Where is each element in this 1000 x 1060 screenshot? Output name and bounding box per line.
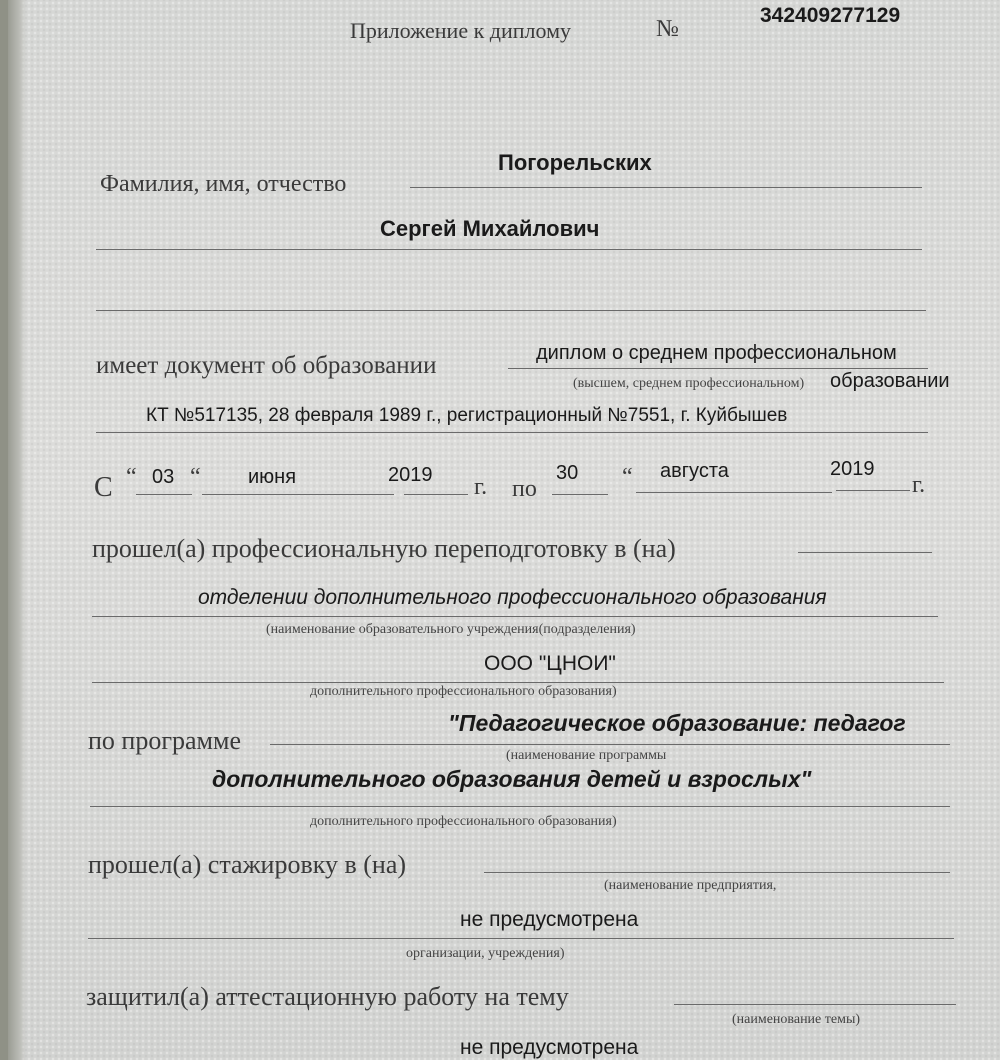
date-from-quote-open: “ — [126, 464, 137, 490]
education-value-line1b: образовании — [830, 370, 950, 392]
internship-label: прошел(а) стажировку в (на) — [88, 850, 407, 879]
internship-hint-2: организации, учреждения) — [406, 946, 565, 961]
program-value-2: дополнительного образования детей и взрослых" — [212, 766, 812, 792]
fio-label: Фамилия, имя, отчество — [100, 171, 347, 197]
surname-value: Погорельских — [498, 150, 652, 175]
internship-value: не предусмотрена — [460, 908, 639, 931]
education-hint: (высшем, среднем профессиональном) — [573, 376, 805, 391]
thesis-label: защитил(а) аттестационную работу на тему — [86, 982, 569, 1011]
date-from-month-line — [202, 494, 394, 495]
thesis-hint: (наименование темы) — [732, 1012, 861, 1027]
retraining-line-0 — [798, 552, 932, 553]
date-from-quote-close: “ — [190, 464, 201, 490]
education-value-line1: диплом о среднем профессиональном — [536, 342, 897, 364]
education-value-line2: КТ №517135, 28 февраля 1989 г., регистрационный №7551, г. Куйбышев — [146, 405, 788, 426]
internship-line-1 — [484, 872, 950, 873]
fio-line-3 — [96, 310, 926, 311]
paper-fold-shadow — [8, 0, 26, 1060]
date-from-year-line — [404, 494, 468, 495]
date-to-day: 30 — [556, 462, 579, 484]
internship-line-2 — [88, 938, 954, 939]
internship-hint-1: (наименование предприятия, — [604, 878, 777, 893]
program-line-2 — [90, 806, 950, 807]
program-hint-2: дополнительного профессионального образования) — [310, 814, 617, 829]
date-from-day-line — [136, 494, 192, 495]
retraining-label: прошел(а) профессиональную переподготовку в (на) — [92, 534, 676, 563]
date-to-quote: “ — [622, 464, 633, 490]
thesis-line-1 — [674, 1004, 956, 1005]
date-to-year-line — [836, 490, 910, 491]
number-sign: № — [656, 16, 679, 42]
retraining-hint-2: дополнительного профессионального образования) — [310, 684, 617, 699]
program-label: по программе — [88, 726, 241, 755]
program-line-1 — [270, 744, 950, 745]
date-to-month-line — [636, 492, 832, 493]
date-to-year: 2019 — [830, 458, 875, 480]
date-to-prefix: по — [512, 476, 537, 502]
name-patronymic-value: Сергей Михайлович — [380, 216, 600, 241]
retraining-hint-1: (наименование образовательного учреждения(подразделения) — [266, 622, 636, 637]
retraining-value-2: ООО "ЦНОИ" — [484, 652, 616, 675]
date-from-prefix: С — [94, 472, 113, 503]
fio-line-1 — [410, 187, 922, 188]
retraining-line-1 — [92, 616, 938, 617]
diploma-supplement-page — [8, 0, 1000, 1060]
retraining-value-1: отделении дополнительного профессионального образования — [198, 586, 827, 609]
document-title: Приложение к диплому — [350, 18, 571, 43]
date-from-year-suffix: г. — [474, 474, 488, 500]
program-hint-1: (наименование программы — [506, 748, 667, 763]
date-from-day: 03 — [152, 466, 175, 488]
date-to-month: августа — [660, 460, 729, 482]
date-from-year: 2019 — [388, 464, 433, 486]
fio-line-2 — [96, 249, 922, 250]
education-line-1 — [508, 368, 928, 369]
diploma-number: 342409277129 — [760, 4, 901, 27]
program-value-1: "Педагогическое образование: педагог — [448, 710, 906, 736]
date-to-day-line — [552, 494, 608, 495]
education-label: имеет документ об образовании — [96, 352, 437, 379]
thesis-value: не предусмотрена — [460, 1036, 639, 1059]
date-to-year-suffix: г. — [912, 472, 926, 498]
date-from-month: июня — [248, 466, 297, 488]
education-line-2 — [96, 432, 928, 433]
retraining-line-2 — [92, 682, 944, 683]
